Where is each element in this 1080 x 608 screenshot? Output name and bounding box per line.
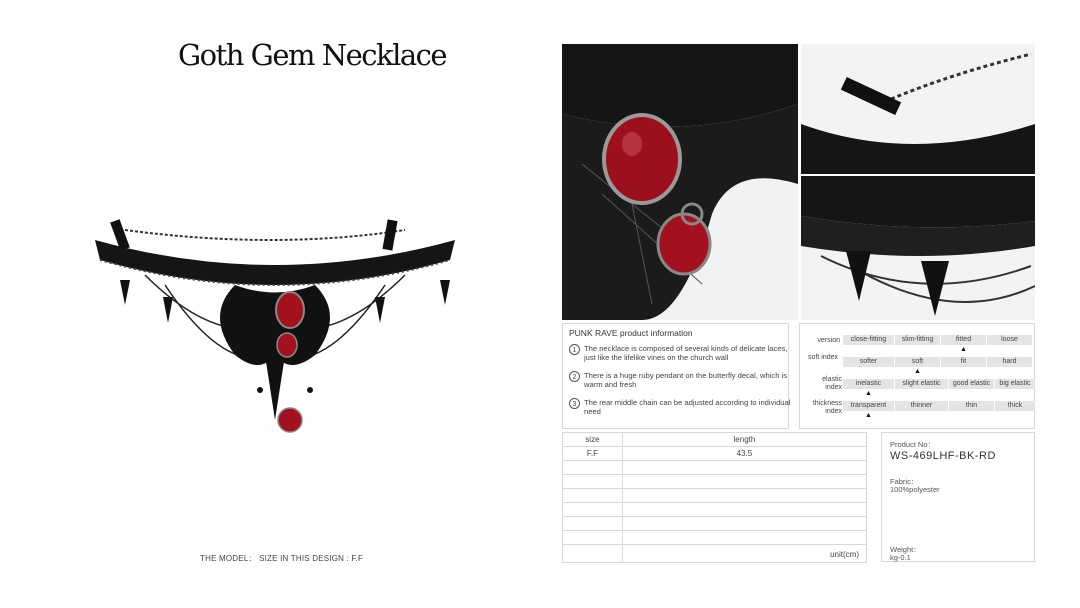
weight-value: kg-0.1 [890,553,911,562]
table-row [563,447,867,461]
info-list [569,344,795,425]
table-cell: F.F [563,447,623,461]
product-number-label: Product No： [890,440,936,449]
unit-label: unit(cm) [830,550,859,559]
spec-option: hard [987,357,1032,367]
fabric-label: Fabric： [890,477,919,486]
spec-option-selected: soft ▲ [895,357,940,367]
selected-marker-icon: ▲ [865,412,872,419]
spec-option-selected: inelastic ▲ [843,379,894,389]
table-row-empty [563,475,867,489]
table-row-empty [563,461,867,475]
detail-photo-gems [562,44,798,320]
table-cell: 43.5 [622,447,866,461]
table-row-empty [563,503,867,517]
table-row-empty [563,517,867,531]
spec-option: thick [995,401,1035,411]
info-heading: PUNK RAVE product information [569,328,693,338]
spec-option-selected: fitted ▲ [941,335,986,345]
spec-option: softer [843,357,894,367]
spec-label: thickness index [812,400,842,415]
info-item-text: There is a huge ruby pendant on the butterfly decal, which is warm and fresh [584,371,788,389]
selected-marker-icon: ▲ [960,346,967,353]
info-item [569,398,795,416]
size-table [562,432,867,563]
info-number-badge: 3 [569,398,580,409]
size-table-panel [562,432,867,562]
fabric-value: 100%polyester [890,485,940,494]
spec-index-panel [799,323,1035,429]
spec-row-thickness-index [800,398,1034,418]
product-number: WS-469LHF-BK-RD [890,450,996,462]
spec-option: close-fitting [843,335,894,345]
necklace-product-image [85,205,465,475]
table-row-empty [563,489,867,503]
spec-option: thinner [895,401,948,411]
table-row-empty [563,545,867,563]
info-item [569,344,795,362]
table-row-empty [563,531,867,545]
spec-option: big elastic [995,379,1035,389]
spec-option: thin [949,401,994,411]
info-number-badge: 2 [569,371,580,382]
spec-options [843,335,1033,353]
spec-label: elastic index [822,376,842,391]
info-item-text: The rear middle chain can be adjusted according to individual need [584,398,791,416]
detail-photo-clasp [801,44,1035,174]
spec-option: slim-fitting [895,335,940,345]
selected-marker-icon: ▲ [914,368,921,375]
spec-row-version [800,332,1034,352]
detail-photo-drops [801,176,1035,320]
spec-option-selected: transparent ▲ [843,401,894,411]
weight-label: Weight： [890,545,921,554]
table-header-cell: size [563,433,623,447]
spec-option: slight elastic [895,379,948,389]
table-header-cell: length [622,433,866,447]
product-details-panel [881,432,1035,562]
spec-option: loose [987,335,1032,345]
product-title: Goth Gem Necklace [178,38,447,72]
spec-options [843,379,1036,397]
spec-label: version [817,337,840,344]
table-header-row [563,433,867,447]
info-item-text: The necklace is composed of several kinds of delicate laces, just like the lifelike vines on the church wall [584,344,788,362]
selected-marker-icon: ▲ [865,390,872,397]
spec-options [843,401,1036,419]
spec-label: soft index [808,354,838,361]
model-size-note: THE MODEL： SIZE IN THIS DESIGN : F.F [200,554,364,563]
spec-option: fit [941,357,986,367]
spec-options [843,357,1033,375]
info-item [569,371,795,389]
info-number-badge: 1 [569,344,580,355]
product-information-panel [562,323,789,429]
spec-option: good elastic [949,379,994,389]
spec-row-elastic-index [800,376,1034,396]
spec-row-soft-index [800,354,1034,374]
